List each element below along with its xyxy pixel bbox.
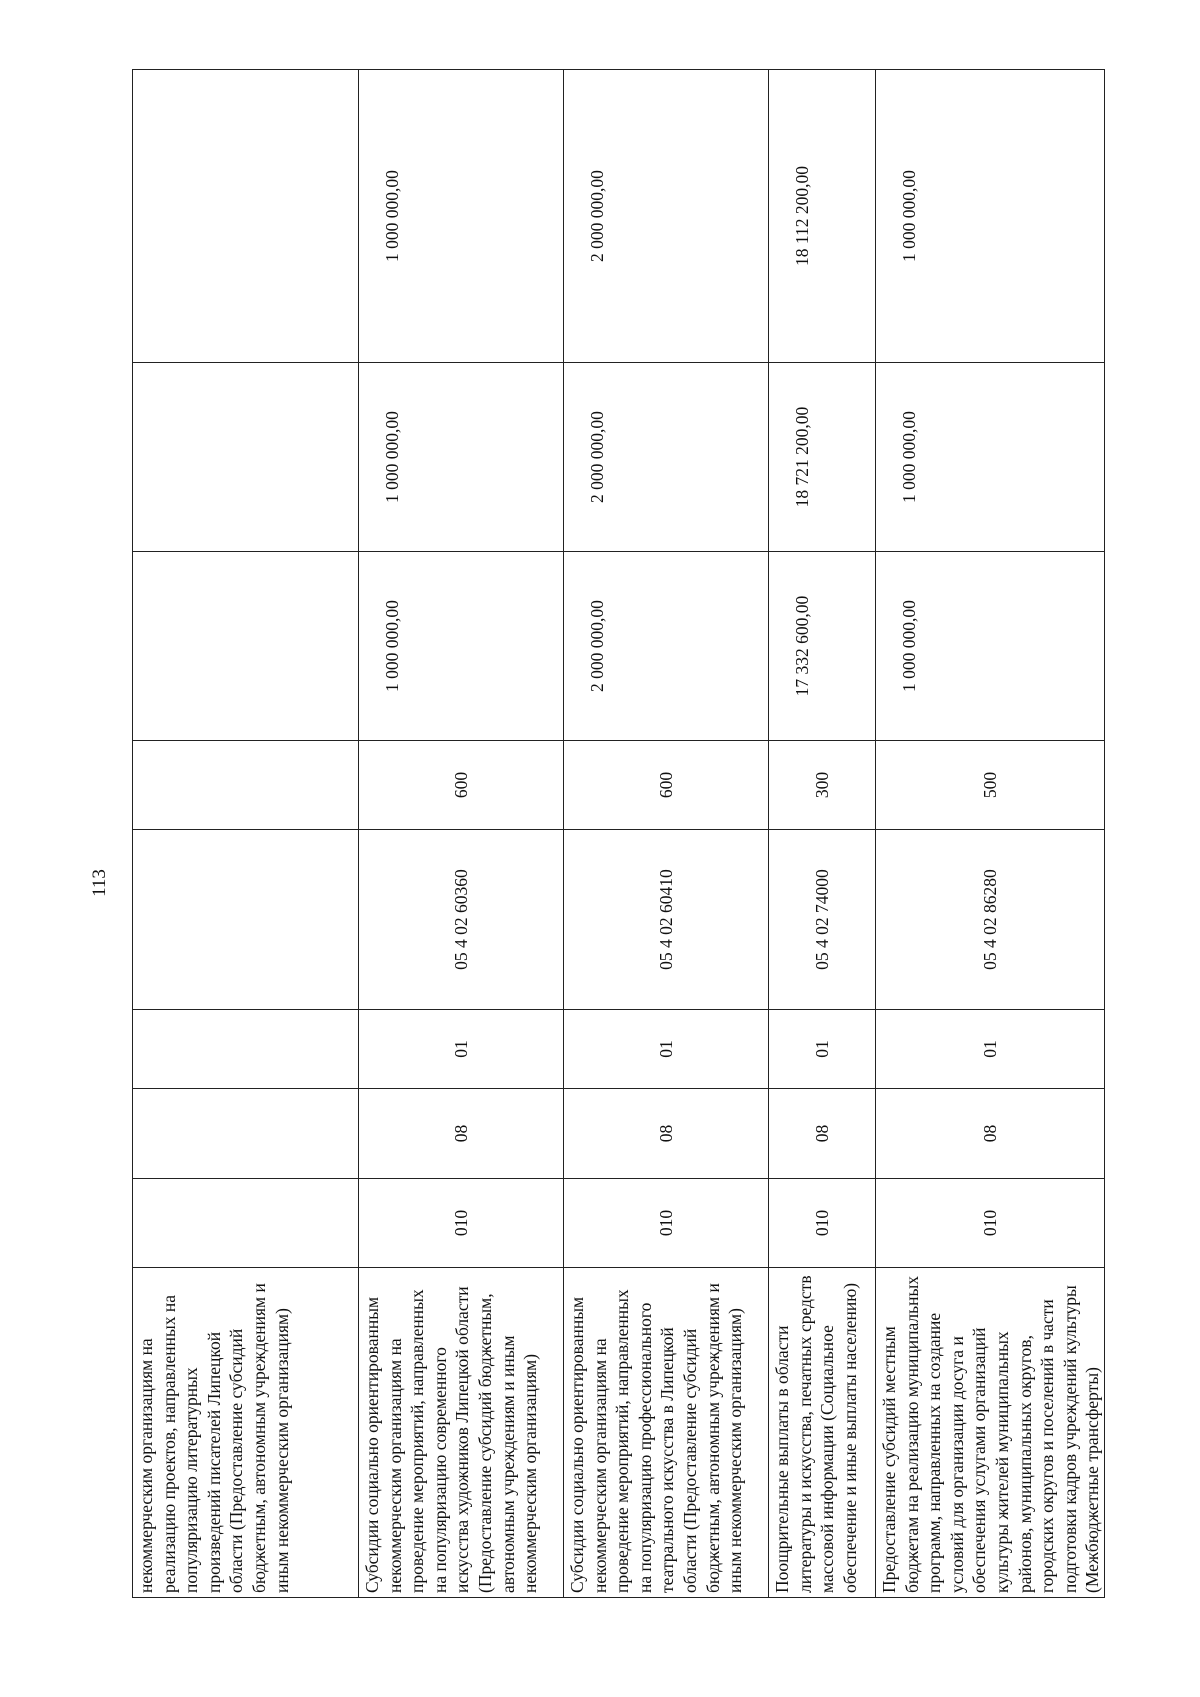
amount-1-cell: 1 000 000,00 xyxy=(359,552,564,741)
amount-3-cell: 2 000 000,00 xyxy=(564,70,769,363)
table-row xyxy=(564,70,769,1598)
section-code-cell: 08 xyxy=(769,1089,876,1179)
grbs-code-cell: 010 xyxy=(876,1179,1105,1268)
table-row xyxy=(359,70,564,1598)
amount-1-cell xyxy=(133,552,359,741)
amount-2-cell: 18 721 200,00 xyxy=(769,363,876,552)
grbs-code-cell: 010 xyxy=(769,1179,876,1268)
expense-type-cell: 600 xyxy=(359,741,564,830)
target-article-cell: 05 4 02 86280 xyxy=(876,830,1105,1010)
amount-2-cell: 2 000 000,00 xyxy=(564,363,769,552)
amount-3-cell xyxy=(133,70,359,363)
expense-type-cell: 300 xyxy=(769,741,876,830)
section-code-cell: 08 xyxy=(359,1089,564,1179)
section-code-cell xyxy=(133,1089,359,1179)
grbs-code-cell: 010 xyxy=(564,1179,769,1268)
amount-1-cell: 17 332 600,00 xyxy=(769,552,876,741)
amount-2-cell: 1 000 000,00 xyxy=(359,363,564,552)
rotated-table-wrapper xyxy=(132,70,1103,1598)
grbs-code-cell xyxy=(133,1179,359,1268)
table-row xyxy=(876,70,1105,1598)
amount-2-cell: 1 000 000,00 xyxy=(876,363,1105,552)
expense-name-cell: Субсидии социально ориентированным некоммерческим организациям на проведение мероприятий, направленных на популяризацию профессионального театрального искусства в Липецкой области (Предоставление субсидий бюджетным, автономным учреждениям и иным некоммерческим организациям) xyxy=(564,1268,769,1598)
table-row xyxy=(133,70,359,1598)
target-article-cell xyxy=(133,830,359,1010)
subsection-code-cell: 01 xyxy=(876,1010,1105,1089)
expense-name-cell: Предоставление субсидий местным бюджетам на реализацию муниципальных программ, направленных на создание условий для организации досуга и обеспечения услугами организаций культуры жителей муниципальных районов, муниципальных округов, городских округов и поселений в части подготовки кадров учреждений культуры (Межбюджетные трансферты) xyxy=(876,1268,1105,1598)
amount-3-cell: 1 000 000,00 xyxy=(359,70,564,363)
expense-type-cell xyxy=(133,741,359,830)
amount-2-cell xyxy=(133,363,359,552)
expense-type-cell: 600 xyxy=(564,741,769,830)
grbs-code-cell: 010 xyxy=(359,1179,564,1268)
subsection-code-cell: 01 xyxy=(769,1010,876,1089)
target-article-cell: 05 4 02 60360 xyxy=(359,830,564,1010)
amount-3-cell: 1 000 000,00 xyxy=(876,70,1105,363)
target-article-cell: 05 4 02 74000 xyxy=(769,830,876,1010)
table-row xyxy=(769,70,876,1598)
subsection-code-cell xyxy=(133,1010,359,1089)
section-code-cell: 08 xyxy=(876,1089,1105,1179)
subsection-code-cell: 01 xyxy=(359,1010,564,1089)
target-article-cell: 05 4 02 60410 xyxy=(564,830,769,1010)
budget-table xyxy=(132,69,1105,1598)
amount-1-cell: 1 000 000,00 xyxy=(876,552,1105,741)
section-code-cell: 08 xyxy=(564,1089,769,1179)
amount-3-cell: 18 112 200,00 xyxy=(769,70,876,363)
page-number: 113 xyxy=(89,869,110,897)
expense-name-cell: Поощрительные выплаты в области литературы и искусства, печатных средств массовой информации (Социальное обеспечение и иные выплаты населению) xyxy=(769,1268,876,1598)
expense-name-cell: Субсидии социально ориентированным некоммерческим организациям на проведение мероприятий, направленных на популяризацию современного искусства художников Липецкой области (Предоставление субсидий бюджетным, автономным учреждениям и иным некоммерческим организациям) xyxy=(359,1268,564,1598)
expense-name-cell: некоммерческим организациям на реализацию проектов, направленных на популяризацию литературных произведений писателей Липецкой области (Предоставление субсидий бюджетным, автономным учреждениям и иным некоммерческим организациям) xyxy=(133,1268,359,1598)
expense-type-cell: 500 xyxy=(876,741,1105,830)
amount-1-cell: 2 000 000,00 xyxy=(564,552,769,741)
subsection-code-cell: 01 xyxy=(564,1010,769,1089)
